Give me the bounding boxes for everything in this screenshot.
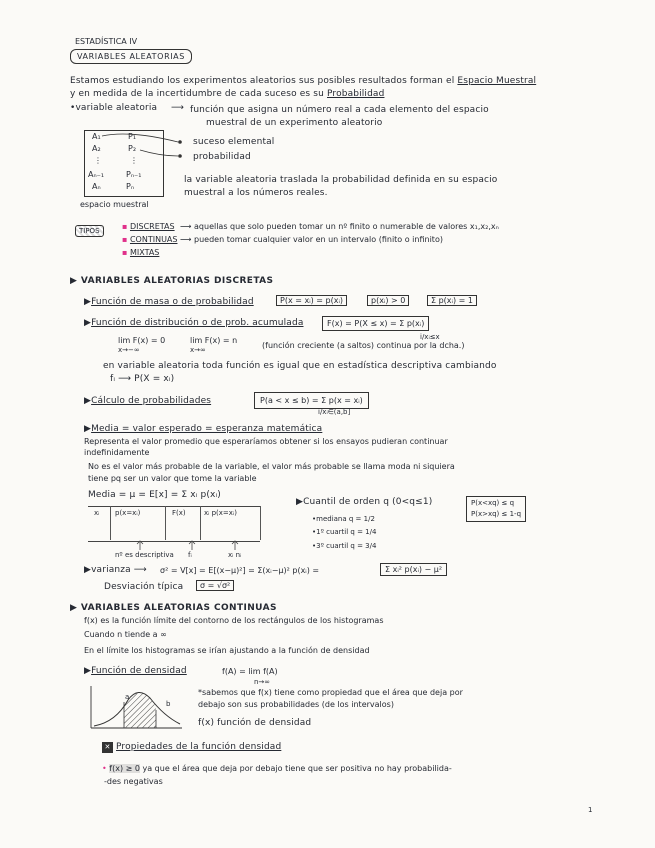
tipos-continuas: ▪ CONTINUAS bbox=[122, 235, 178, 244]
va-note-1: en variable aleatoria toda función es igual que en estadística descriptiva cambiando bbox=[103, 361, 497, 371]
media-desc-2: indefinidamente bbox=[84, 448, 150, 457]
continuas-heading: ▶ VARIABLES ALEATORIAS CONTINUAS bbox=[70, 603, 277, 613]
tipos-label: TIPOS bbox=[75, 225, 104, 237]
sample-row-2-p: P₂ bbox=[128, 144, 137, 153]
mediana-line: •mediana q = 1/2 bbox=[312, 515, 375, 523]
table-header-p: p(x=xᵢ) bbox=[115, 509, 141, 517]
sample-row-2-a: A₂ bbox=[92, 144, 101, 153]
checkbox-cross-icon: ✕ bbox=[102, 742, 113, 753]
va-definition-2: muestral de un experimento aleatorio bbox=[206, 118, 383, 128]
varianza-box: Σ xᵢ² p(xᵢ) − μ² bbox=[380, 563, 447, 576]
distribucion-subscript: i/xᵢ≤x bbox=[420, 333, 440, 341]
sample-row-4-a: Aₙ₋₁ bbox=[88, 170, 105, 179]
calculo-formula: P(a < x ≤ b) = Σ p(x = xᵢ) bbox=[254, 392, 369, 409]
triangle-bullet-icon: ▶ bbox=[84, 424, 92, 434]
calculo-subscript: i/xᵢ∈(a,b] bbox=[318, 408, 351, 416]
triangle-bullet-icon: ▶ bbox=[70, 276, 78, 286]
tipos-discretas-desc: ⟶ aquellas que solo pueden tomar un nº finito o numerable de valores x₁,x₂,xₙ bbox=[180, 222, 499, 231]
masa-formula-3: Σ p(xᵢ) = 1 bbox=[427, 295, 477, 306]
sample-row-3-p: ⋮ bbox=[130, 156, 138, 165]
media-label: ▶Media = valor esperado = esperanza matemática bbox=[84, 424, 323, 434]
cuantil-formula-2: P(x>xq) ≤ 1-q bbox=[471, 510, 522, 518]
course-label: ESTADÍSTICA IV bbox=[75, 37, 138, 46]
propiedad-1-cont: -des negativas bbox=[104, 777, 163, 786]
va-arrow: ⟶ bbox=[171, 103, 185, 113]
cuantil-formula-1: P(x<xq) ≤ q bbox=[471, 499, 515, 507]
triangle-bullet-icon: ▶ bbox=[84, 318, 92, 328]
densidad-note-3: f(x) función de densidad bbox=[198, 718, 312, 728]
triangle-bullet-icon: ▶ bbox=[84, 396, 92, 406]
limit-1: lim F(x) = 0 bbox=[118, 336, 166, 345]
triangle-bullet-icon: ▶ bbox=[296, 497, 304, 507]
densidad-subscript: n→∞ bbox=[254, 678, 271, 686]
sample-row-3-a: ⋮ bbox=[94, 156, 102, 165]
propiedades-heading: ✕ Propiedades de la función densidad bbox=[102, 742, 281, 753]
desviacion-box: σ = √σ² bbox=[196, 580, 234, 591]
va-definition-1: función que asigna un número real a cada elemento del espacio bbox=[190, 105, 489, 115]
tipos-discretas: ▪ DISCRETAS bbox=[122, 222, 175, 231]
media-desc-3: No es el valor más probable de la variable, el valor más probable se llama moda ni siquiera bbox=[88, 462, 455, 471]
media-desc-4: tiene pq ser un valor que tome la variable bbox=[88, 474, 257, 483]
graph-label-a: a bbox=[125, 693, 130, 701]
media-desc-1: Representa el valor promedio que esperaríamos obtener si los ensayos pudieran continuar bbox=[84, 437, 448, 446]
table-header-xi: xᵢ bbox=[94, 509, 100, 517]
distribucion-formula: F(x) = P(X ≤ x) = Σ p(xᵢ) bbox=[322, 316, 429, 331]
graph-label-b: b bbox=[166, 700, 171, 708]
densidad-note-2: debajo son sus probabilidades (de los intervalos) bbox=[198, 700, 394, 709]
probabilidad-label: probabilidad bbox=[193, 152, 251, 162]
page-number: 1 bbox=[588, 806, 593, 814]
triangle-bullet-icon: ▶ bbox=[84, 297, 92, 307]
masa-formula-2: p(xᵢ) > 0 bbox=[367, 295, 409, 306]
probabilidad-term: Probabilidad bbox=[327, 89, 385, 99]
va-transfer-1: la variable aleatoria traslada la probabilidad definida en su espacio bbox=[184, 175, 498, 185]
triangle-bullet-icon: ▶ bbox=[70, 603, 78, 613]
media-formula: Media = μ = E[x] = Σ xᵢ p(xᵢ) bbox=[88, 490, 221, 500]
table-header-F: F(x) bbox=[172, 509, 186, 517]
continuas-desc-3: En el límite los histogramas se irían ajustando a la función de densidad bbox=[84, 646, 370, 655]
densidad-label: ▶Función de densidad bbox=[84, 666, 187, 676]
table-note-2: fᵢ bbox=[188, 551, 192, 559]
sample-row-5-a: Aₙ bbox=[92, 182, 101, 191]
tipos-continuas-desc: ⟶ pueden tomar cualquier valor en un intervalo (finito o infinito) bbox=[180, 235, 443, 244]
va-label: •variable aleatoria bbox=[70, 103, 158, 113]
intro-line-1: Estamos estudiando los experimentos aleatorios sus posibles resultados forman el Espacio Muestral bbox=[70, 76, 537, 86]
tipos-mixtas: ▪ MIXTAS bbox=[122, 248, 160, 257]
cuartil-1-line: •1º cuartil q = 1/4 bbox=[312, 528, 377, 536]
cuantil-label: ▶Cuantil de orden q (0<q≤1) bbox=[296, 497, 433, 507]
table-note-3: xᵢ nᵢ bbox=[228, 551, 242, 559]
sample-row-1-a: A₁ bbox=[92, 132, 101, 141]
suceso-elemental-label: suceso elemental bbox=[193, 137, 275, 147]
limit-note: (función creciente (a saltos) continua por la dcha.) bbox=[262, 341, 465, 350]
masa-formula-1: P(x = xᵢ) = p(xᵢ) bbox=[276, 295, 347, 306]
sample-space-caption: espacio muestral bbox=[80, 200, 149, 209]
densidad-note-1: *sabemos que f(x) tiene como propiedad que el área que deja por bbox=[198, 688, 463, 697]
cuartil-3-line: •3º cuartil q = 3/4 bbox=[312, 542, 377, 550]
varianza-formula: σ² = V[x] = E[(x−μ)²] = Σ(xᵢ−μ)² p(xᵢ) = bbox=[160, 566, 320, 575]
varianza-label: ▶varianza ⟶ bbox=[84, 565, 147, 575]
continuas-desc-1: f(x) es la función límite del contorno de los rectángulos de los histogramas bbox=[84, 616, 384, 625]
propiedad-1-highlight: f(x) ≥ 0 bbox=[109, 764, 140, 773]
sample-row-4-p: Pₙ₋₁ bbox=[126, 170, 142, 179]
table-header-xip: xᵢ p(x=xᵢ) bbox=[204, 509, 237, 517]
discretas-heading: ▶ VARIABLES ALEATORIAS DISCRETAS bbox=[70, 276, 274, 286]
masa-label: ▶Función de masa o de probabilidad bbox=[84, 297, 254, 307]
desviacion-label: Desviación típica bbox=[104, 582, 184, 592]
sample-row-5-p: Pₙ bbox=[126, 182, 135, 191]
triangle-bullet-icon: ▶ bbox=[84, 565, 92, 575]
va-transfer-2: muestral a los números reales. bbox=[184, 188, 328, 198]
connector-arrows bbox=[100, 126, 192, 166]
limit-2-sub: x→∞ bbox=[190, 346, 206, 354]
calculo-label: ▶Cálculo de probabilidades bbox=[84, 396, 212, 406]
limit-1-sub: x→−∞ bbox=[118, 346, 140, 354]
propiedad-1: • f(x) ≥ 0 ya que el área que deja por debajo tiene que ser positiva no hay probabilida- bbox=[102, 764, 452, 773]
cuantil-box bbox=[466, 496, 526, 522]
density-graph bbox=[86, 682, 186, 732]
espacio-muestral-term: Espacio Muestral bbox=[457, 76, 537, 86]
densidad-formula: f(A) = lim f(A) bbox=[222, 667, 278, 676]
sample-row-1-p: P₁ bbox=[128, 132, 137, 141]
continuas-desc-2: Cuando n tiende a ∞ bbox=[84, 630, 167, 639]
va-note-2: fᵢ ⟶ P(X = xᵢ) bbox=[110, 374, 175, 384]
page-title: VARIABLES ALEATORIAS bbox=[70, 49, 192, 64]
triangle-bullet-icon: ▶ bbox=[84, 666, 92, 676]
distribucion-label: ▶Función de distribución o de prob. acumulada bbox=[84, 318, 304, 328]
limit-2: lim F(x) = n bbox=[190, 336, 238, 345]
table-note-1: nº es descriptiva bbox=[115, 551, 174, 559]
intro-line-2: y en medida de la incertidumbre de cada suceso es su Probabilidad bbox=[70, 89, 385, 99]
